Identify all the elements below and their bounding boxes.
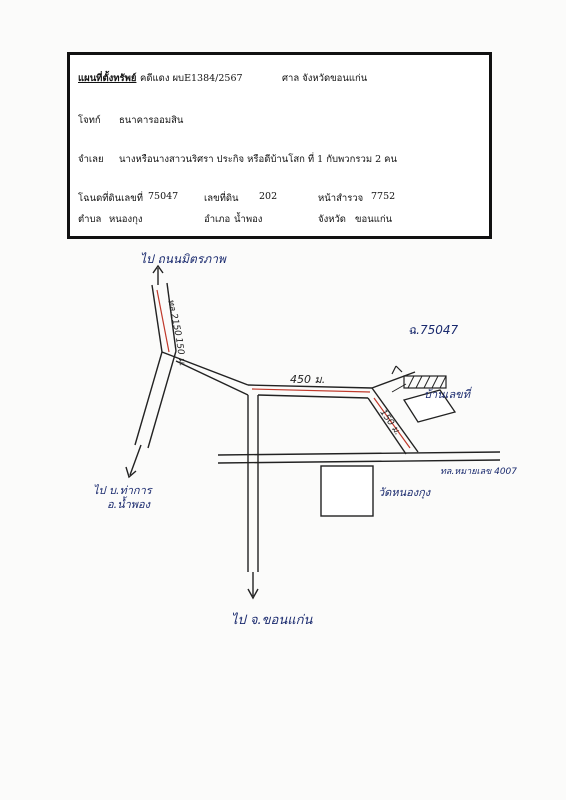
plaintiff-name: ธนาคารออมสิน	[119, 115, 184, 126]
distance-450-label: 450 ม.	[290, 373, 326, 386]
province-value: ขอนแก่น	[355, 214, 393, 225]
dest-left-label: ไป บ.ท่าการอ.น้ำพอง	[93, 484, 152, 511]
distance-150-label: 150 ม.	[173, 337, 187, 367]
land-number-label: เลขที่ดิน	[204, 193, 239, 204]
subdistrict-value: หนองกุง	[109, 214, 143, 225]
map-title-label: แผนที่ตั้งทรัพย์	[78, 73, 137, 84]
dest-top-label: ไป ถนนมิตรภาพ	[140, 252, 226, 266]
subdistrict-label: ตำบล	[78, 214, 102, 225]
distance-100-label: 150 ม.	[377, 407, 403, 438]
district-value: น้ำพอง	[234, 214, 263, 225]
direction-arrows	[126, 266, 258, 598]
land-number: 202	[259, 191, 278, 202]
temple-icon	[321, 466, 373, 516]
province-label: จังหวัด	[318, 214, 346, 225]
defendant-label: จำเลย	[78, 154, 104, 165]
court-name: ศาล จังหวัดขอนแก่น	[282, 73, 368, 84]
dest-bottom-label: ไป จ.ขอนแก่น	[231, 613, 313, 628]
deed-mark-label: ฉ.75047	[408, 323, 459, 337]
deed-label: โฉนดที่ดินเลขที่	[78, 193, 143, 204]
house-label: บ้านเลขที่	[424, 388, 470, 401]
deed-number: 75047	[148, 191, 179, 202]
survey-number: 7752	[371, 191, 396, 202]
temple-label: วัดหนองกุง	[378, 486, 431, 499]
case-number: คดีแดง ผบE1384/2567	[140, 73, 243, 84]
defendant-name: นางหรือนางสาวนริศรา ประกิจ หรือดีบ้านโสก ที่ 1 กับพวกรวม 2 คน	[119, 154, 398, 165]
main-road-label: ทล.หมายเลข 4007	[440, 467, 518, 477]
road-2150-label: ทล.2150	[165, 298, 183, 338]
distance-markers	[157, 290, 410, 448]
district-label: อำเภอ	[204, 214, 231, 225]
survey-label: หน้าสำรวจ	[318, 193, 364, 204]
plaintiff-label: โจทก์	[78, 115, 101, 126]
